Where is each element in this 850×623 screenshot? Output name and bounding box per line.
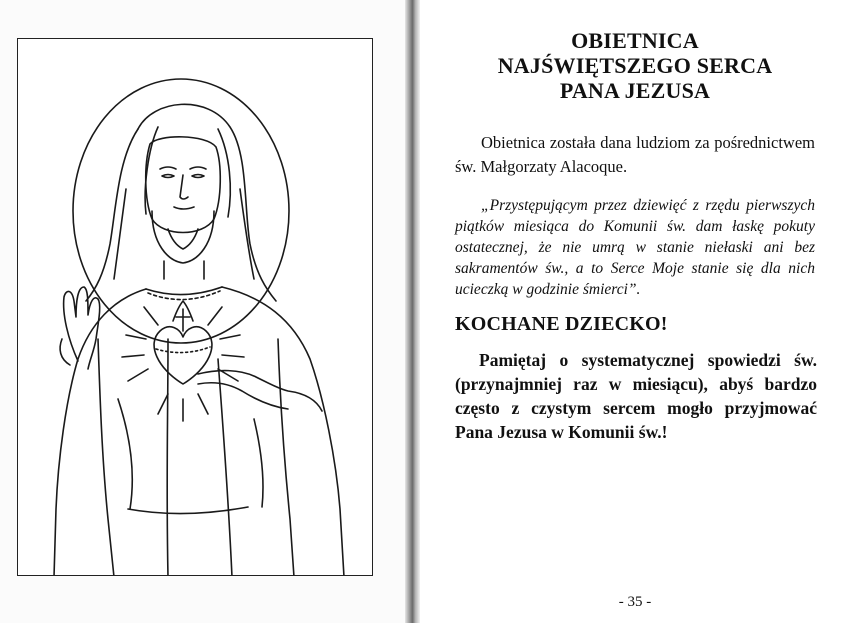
section-heading: KOCHANE DZIECKO! [455, 313, 668, 335]
crown-of-thorns [156, 347, 210, 353]
intro-paragraph [455, 131, 815, 179]
pointing-hand [198, 371, 322, 411]
beard [152, 211, 214, 263]
raised-hand [64, 287, 100, 369]
belt [128, 507, 248, 514]
title-line-2: NAJŚWIĘTSZEGO SERCA [497, 53, 773, 78]
page-title [440, 28, 830, 103]
page-number: - 35 - [618, 594, 652, 610]
title-line-3: PANA JEZUSA [559, 78, 711, 103]
exhortation-paragraph [455, 348, 817, 444]
exhortation-text: Pamiętaj o systematycznej spowiedzi św. (przynajmniej raz w miesiącu), abyś bardzo często z czystym sercem mogło przyjmować Pana Jezusa w Komunii św.! [455, 350, 817, 442]
heart-cross [176, 309, 190, 331]
intro-text: Obietnica została dana ludziom za pośrednictwem św. Małgorzaty Alacoque. [455, 133, 815, 176]
nose [180, 175, 188, 199]
promise-quote [455, 195, 815, 300]
left-page [0, 0, 405, 623]
sacred-heart [154, 327, 212, 384]
face [146, 137, 221, 233]
jesus-sacred-heart-line-art [18, 39, 373, 576]
hair-left [86, 129, 138, 301]
quote-text: „Przystępującym przez dziewięć z rzędu pierwszych piątków miesiąca do Komunii św. dam łaskę pokuty ostatecznej, że nie umrą w stanie niełaski ani bez sakramentów św., a to Serce Moje stanie się dla nich ucieczką w godzinie śmierci”. [455, 197, 815, 298]
sacred-heart-coloring-illustration [17, 38, 373, 576]
hair-right [138, 104, 276, 301]
book-gutter [405, 0, 420, 623]
title-line-1: OBIETNICA [571, 28, 699, 53]
left-eye [162, 175, 174, 178]
right-eye [192, 175, 204, 178]
mouth [174, 207, 194, 209]
collar [146, 287, 222, 295]
